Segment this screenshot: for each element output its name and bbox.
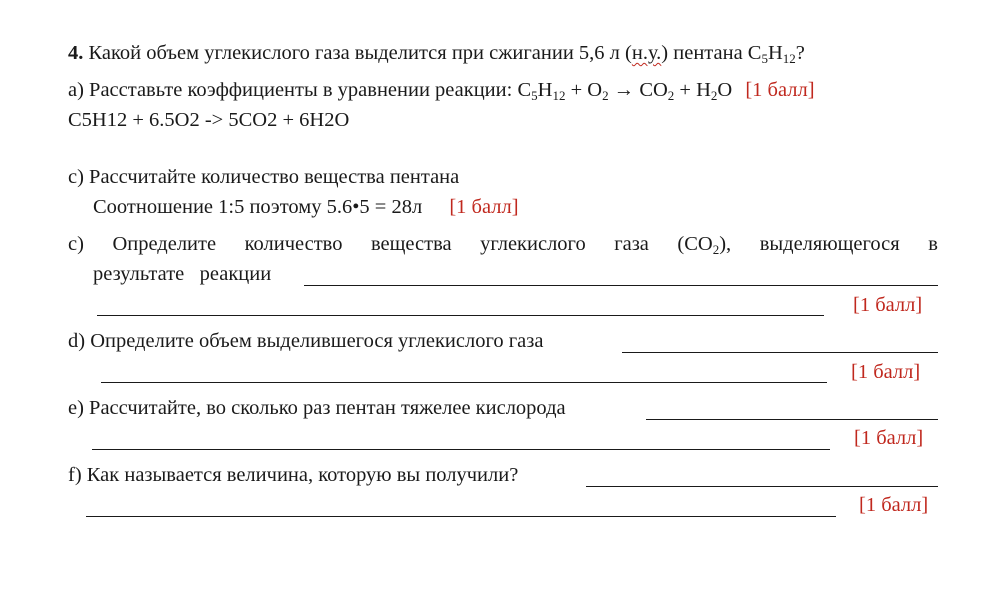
question-end: ? [795, 42, 805, 64]
part-f-answer-blank-2[interactable] [86, 515, 836, 517]
part-a-text: a) Расставьте коэффициенты в уравнении реакции: C [68, 79, 532, 101]
question-text-2: ) пентана C [661, 42, 762, 64]
part-c-co: (CO [677, 233, 713, 255]
part-a-line [68, 77, 815, 103]
part-b-answer: Соотношение 1:5 поэтому 5.6•5 = 28л [93, 196, 423, 218]
part-e-points: [1 балл] [854, 427, 924, 449]
part-a-o: O [717, 79, 733, 101]
part-b-answer-line [93, 194, 519, 220]
question-ny: н.у. [631, 42, 662, 64]
part-a-h: H [537, 79, 553, 101]
part-c-co2 [677, 231, 731, 257]
part-c-word: газа [614, 233, 649, 255]
part-e-answer-blank-1[interactable] [646, 418, 938, 420]
part-a-answer: C5H12 + 6.5O2 -> 5CO2 + 6H2O [68, 109, 350, 131]
part-c-points: [1 балл] [853, 294, 923, 316]
part-f-points: [1 балл] [859, 494, 929, 516]
part-a-sub: 12 [552, 88, 566, 103]
part-e-answer-blank-2[interactable] [92, 448, 830, 450]
question-number: 4. [68, 42, 84, 64]
part-c-line2-text: результате реакции [93, 263, 272, 285]
part-c-line-1 [68, 231, 938, 257]
part-a-co2: → CO [608, 79, 668, 101]
part-a-points: [1 балл] [745, 79, 815, 101]
part-a-sub: 5 [531, 88, 538, 103]
part-c-answer-blank-2[interactable] [97, 314, 824, 316]
question-4-title [68, 40, 805, 66]
part-c-answer-blank-1[interactable] [304, 284, 938, 286]
part-c-word: количество [244, 233, 343, 255]
part-a-sub: 2 [710, 88, 718, 103]
part-c-word: c) [68, 233, 84, 255]
part-e-text: e) Рассчитайте, во сколько раз пентан тяжелее кислорода [68, 397, 566, 419]
question-text-1: Какой объем углекислого газа выделится при сжигании 5,6 л ( [88, 42, 632, 64]
part-d-points: [1 балл] [851, 361, 921, 383]
part-c-line-2 [93, 261, 271, 287]
part-f-text: f) Как называется величина, которую вы получили? [68, 464, 519, 486]
part-f-answer-blank-1[interactable] [586, 485, 938, 487]
part-c-word: выделяющегося [759, 233, 900, 255]
part-c-tail: ), [719, 233, 732, 255]
question-sub-12: 12 [782, 51, 796, 66]
part-c-word: Определите [112, 233, 217, 255]
part-d-answer-blank-2[interactable] [101, 381, 827, 383]
part-a-h2o: + H [674, 79, 711, 101]
part-c-sub: 2 [712, 242, 720, 257]
part-b-points: [1 балл] [449, 196, 519, 218]
part-d-text: d) Определите объем выделившегося углекислого газа [68, 330, 544, 352]
question-text-3: H [767, 42, 783, 64]
part-a-o2: + O [565, 79, 603, 101]
part-a-sub: 2 [602, 88, 609, 103]
part-c-word: углекислого [480, 233, 586, 255]
part-c-word: вещества [370, 233, 452, 255]
part-c-word: в [928, 233, 938, 255]
part-b-text: c) Рассчитайте количество вещества пентана [68, 166, 460, 188]
part-a-sub: 2 [667, 88, 675, 103]
question-sub-5: 5 [761, 51, 768, 66]
part-d-answer-blank-1[interactable] [622, 351, 938, 353]
